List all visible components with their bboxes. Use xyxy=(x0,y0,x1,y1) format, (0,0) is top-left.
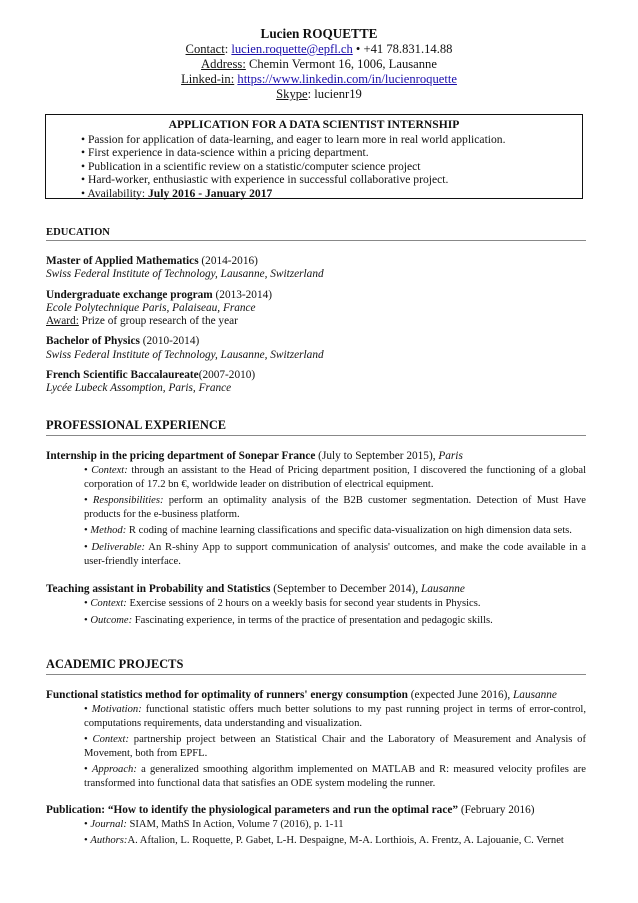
list-item: • Authors:A. Aftalion, L. Roquette, P. Gabet, L-H. Despaigne, M-A. Lorthiois, A. Frentz, A. Lajouanie, C. Vernet xyxy=(84,835,564,847)
job-title: Internship in the pricing department of Sonepar France xyxy=(46,450,316,462)
project-title: Functional statistics method for optimality of runners' energy consumption xyxy=(46,689,408,701)
job-bullets xyxy=(84,597,586,627)
education-entry xyxy=(46,255,586,282)
address: Chemin Vermont 16, 1006, Lausanne xyxy=(245,57,437,71)
list-item: • Approach: a generalized smoothing algorithm implemented on MATLAB and R: measured velocity profiles are transformed into functional data that satisfies an ODE system modeling the runner. xyxy=(84,764,586,789)
education-entry xyxy=(46,335,586,362)
institution: Swiss Federal Institute of Technology, Lausanne, Switzerland xyxy=(46,268,324,281)
phone: • +41 78.831.14.88 xyxy=(352,42,453,56)
address-label: Address: xyxy=(201,57,246,71)
project-place: Lausanne xyxy=(513,689,557,701)
skype-line xyxy=(0,87,638,102)
degree: French Scientific Baccalaureate xyxy=(46,369,199,382)
linkedin-link[interactable]: https://www.linkedin.com/in/lucienroquette xyxy=(237,72,457,86)
list-item: • Context: partnership project between an Statistical Chair and the Laboratory of Measurement and Analysis of Movement, both from EPFL. xyxy=(84,734,586,759)
job-dates: (July to September 2015), xyxy=(315,450,439,462)
project-title: Publication: “How to identify the physiological parameters and run the optimal race” xyxy=(46,803,459,816)
list-item: • Hard-worker, enthusiastic with experience in successful collaborative project. xyxy=(81,173,449,187)
email-link[interactable]: lucien.roquette@epfl.ch xyxy=(231,42,353,56)
application-points xyxy=(46,133,582,200)
degree: Undergraduate exchange program xyxy=(46,288,213,301)
experience-title: PROFESSIONAL EXPERIENCE xyxy=(46,418,586,436)
skype: : lucienr19 xyxy=(307,87,362,101)
list-item: • Journal: SIAM, MathS In Action, Volume 7 (2016), p. 1-11 xyxy=(84,818,344,830)
application-box xyxy=(45,114,583,199)
list-item: • Motivation: functional statistic offers much better solutions to my past running project in terms of error-control, computations requirements, data understanding and visualization. xyxy=(84,704,586,729)
list-item: • Context: Exercise sessions of 2 hours on a weekly basis for second year students in Physics. xyxy=(84,598,481,610)
award-label: Award: xyxy=(46,315,79,328)
institution: Swiss Federal Institute of Technology, Lausanne, Switzerland xyxy=(46,348,324,361)
contact-label: Contact xyxy=(185,42,225,56)
institution: Ecole Polytechnique Paris, Palaiseau, France xyxy=(46,301,256,314)
job-dates: (September to December 2014), xyxy=(270,583,421,596)
availability-value: July 2016 - January 2017 xyxy=(147,186,273,200)
project-entry xyxy=(46,803,586,848)
linkedin-line xyxy=(0,72,638,87)
list-item: • First experience in data-science within a pricing department. xyxy=(81,146,369,160)
project-dates: (expected June 2016), xyxy=(407,689,514,701)
list-item: • Publication in a scientific review on a statistic/computer science project xyxy=(81,159,421,173)
job-bullets xyxy=(84,464,586,568)
experience-section xyxy=(46,418,586,630)
availability-label: Availability xyxy=(87,186,142,200)
years: (2010-2014) xyxy=(139,335,200,348)
job-title: Teaching assistant in Probability and Statistics xyxy=(46,583,271,596)
skype-label: Skype xyxy=(276,87,308,101)
list-item: • Passion for application of data-learning, and eager to learn more in real world application. xyxy=(81,133,506,146)
projects-title: ACADEMIC PROJECTS xyxy=(46,657,586,675)
cv-header xyxy=(0,26,638,102)
list-item: • Responsibilities: perform an optimality analysis of the B2B customer segmentation. Detection of Must Have products for the e-business platform. xyxy=(84,495,587,520)
contact-line: Contact: lucien.roquette@epfl.ch • +41 78.831.14.88 xyxy=(185,42,453,56)
years: (2013-2014) xyxy=(212,288,273,301)
address-line xyxy=(0,57,638,72)
project-bullets xyxy=(84,818,586,848)
education-entry xyxy=(46,369,586,396)
availability-item: • Availability: July 2016 - January 2017 xyxy=(81,186,273,200)
application-title: APPLICATION FOR A DATA SCIENTIST INTERNSHIP xyxy=(168,118,460,131)
job-place: Paris xyxy=(438,450,463,462)
project-dates: (February 2016) xyxy=(458,803,535,816)
list-item: • Context: through an assistant to the Head of Pricing department position, I discovered the functioning of a global corporation of 17.2 bn €, worldwide leader on distribution of electrical equipment. xyxy=(84,465,587,490)
years: (2014-2016) xyxy=(198,255,258,267)
candidate-name: Lucien ROQUETTE xyxy=(260,26,378,41)
degree: Bachelor of Physics xyxy=(46,335,140,348)
institution: Lycée Lubeck Assomption, Paris, France xyxy=(46,382,232,395)
list-item: • Outcome: Fascinating experience, in terms of the practice of presentation and pedagogic skills. xyxy=(84,614,493,626)
degree: Master of Applied Mathematics xyxy=(46,255,199,267)
job-entry xyxy=(46,449,586,568)
project-entry xyxy=(46,688,586,791)
years: (2007-2010) xyxy=(198,369,256,382)
education-entry xyxy=(46,289,586,329)
project-bullets xyxy=(84,703,586,791)
projects-section xyxy=(46,657,586,851)
education-section xyxy=(46,227,586,396)
job-place: Lausanne xyxy=(421,583,465,596)
list-item: • Deliverable: An R-shiny App to support communication of analysis' outcomes, and make the code available in a user-friendly interface. xyxy=(84,541,586,567)
education-title: EDUCATION xyxy=(46,227,586,241)
job-entry xyxy=(46,582,586,627)
linkedin-label: Linked-in: xyxy=(181,72,235,86)
list-item: • Method: R coding of machine learning classifications and specific data-visualization on high dimension data sets. xyxy=(84,525,572,537)
award: Prize of group research of the year xyxy=(78,315,238,328)
